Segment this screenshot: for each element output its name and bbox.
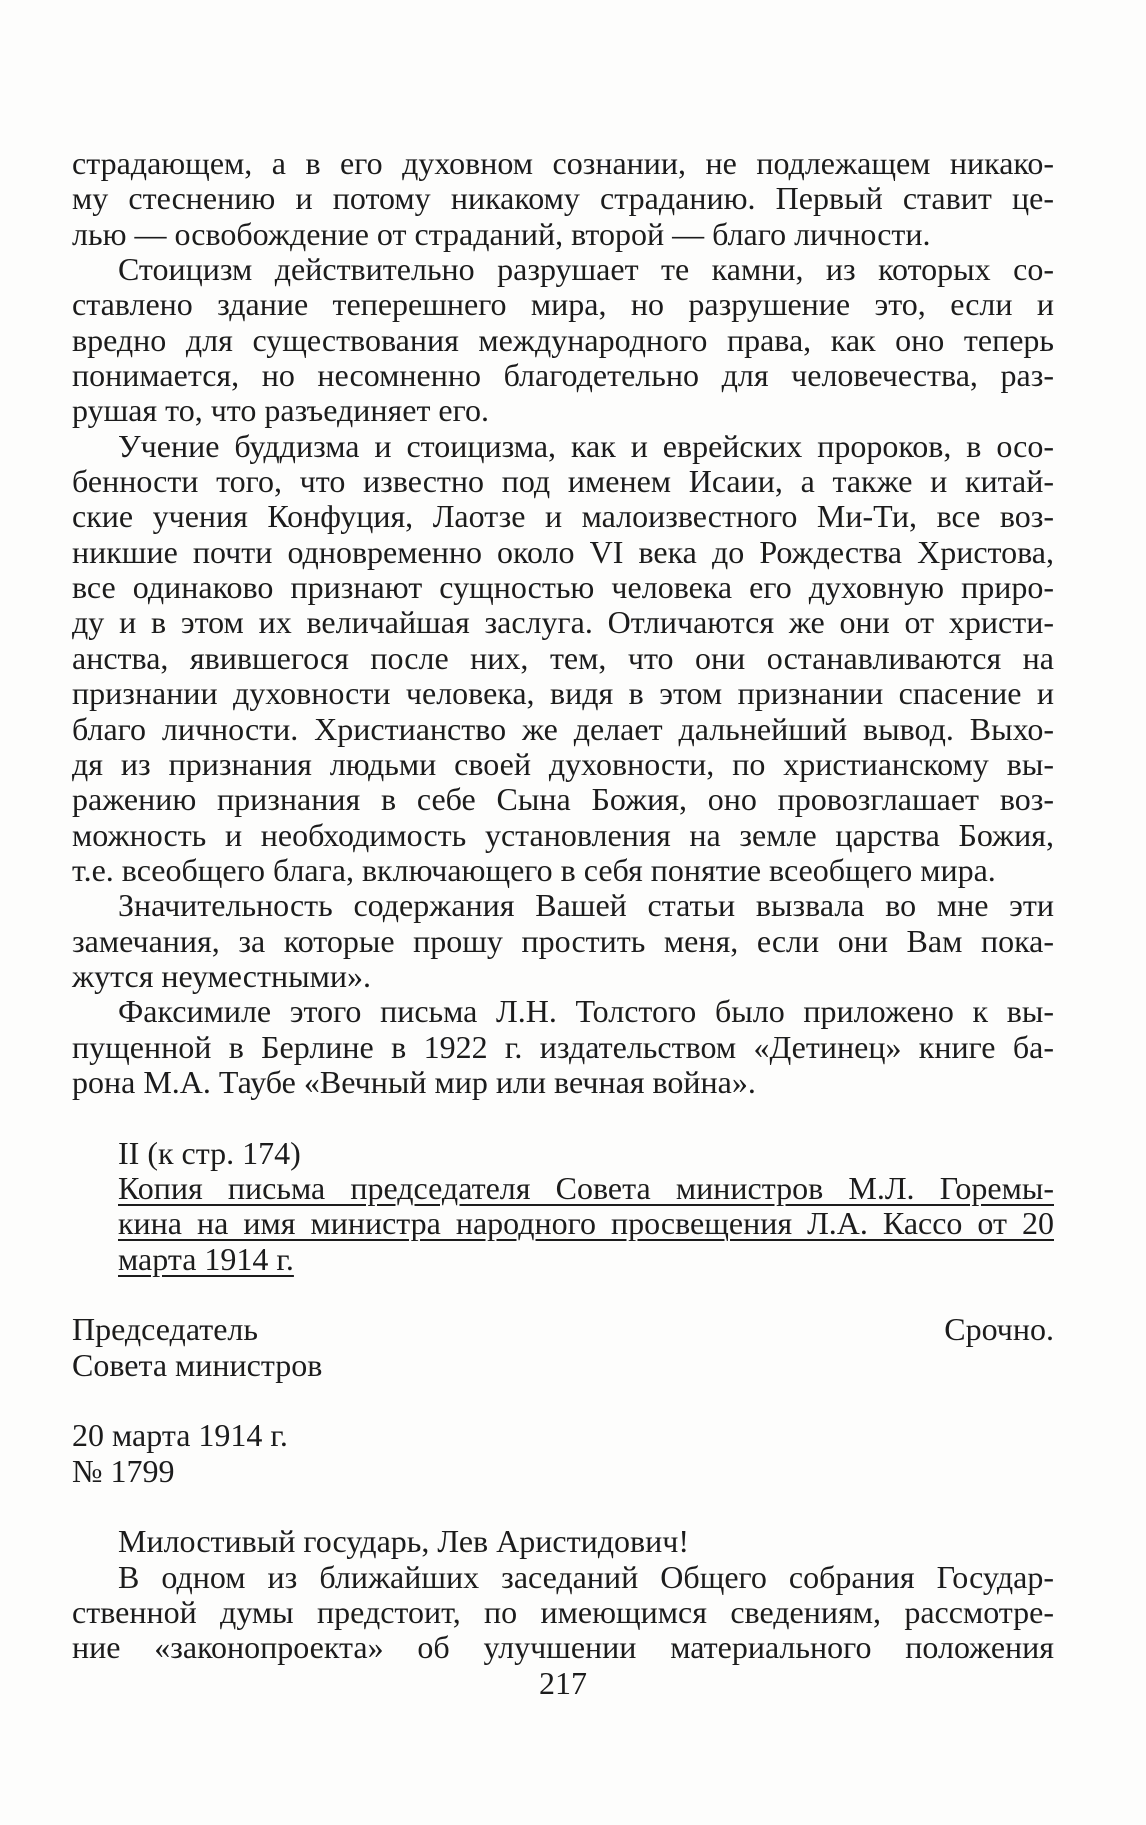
text-line: т.е. всеобщего блага, включающего в себя понятие всеобщего мира. [72, 851, 996, 888]
text-line: дя из признания людьми своей духовности, по христианскому вы- [72, 745, 1054, 782]
text-line: му стеснению и потому никакому страданию. Первый ставит це- [72, 180, 1054, 217]
text-line: благо личности. Христианство же делает дальнейший вывод. Выхо- [72, 710, 1054, 747]
paragraph [72, 994, 1054, 1100]
document-number: № 1799 [72, 1452, 175, 1489]
text-line: все одинаково признают сущностью человека его духовную приро- [72, 569, 1054, 606]
sender-row [72, 1312, 1054, 1347]
text-line: можность и необходимость установления на земле царства Божия, [72, 816, 1054, 853]
appendix-label: II (к стр. 174) [118, 1134, 301, 1171]
text-line: Значительность содержания Вашей статьи вызвала во мне эти [118, 887, 1054, 924]
text-line: Факсимиле этого письма Л.Н. Толстого было приложено к вы- [118, 993, 1054, 1030]
document-sender: Председатель [72, 1311, 258, 1348]
urgency-mark: Срочно. [944, 1311, 1054, 1348]
text-line: признании духовности человека, видя в этом признании спасение и [72, 675, 1054, 712]
blank-line [72, 1100, 1054, 1135]
appendix-section [72, 1136, 1054, 1277]
paragraph [72, 252, 1054, 429]
appendix-title-line: кина на имя министра народного просвещения Л.А. Кассо от 20 [118, 1205, 1054, 1242]
text-line: вредно для существования международного права, как оно теперь [72, 321, 1054, 358]
text-line: замечания, за которые прошу простить меня, если они Вам пока- [72, 922, 1054, 959]
document-date: 20 марта 1914 г. [72, 1417, 288, 1454]
text-line: рушая то, что разъединяет его. [72, 392, 489, 429]
paragraph [72, 888, 1054, 994]
document-sender: Совета министров [72, 1346, 323, 1383]
text-line: никшие почти одновременно около VI века до Рождества Христова, [72, 533, 1054, 570]
appendix-title-text: марта 1914 г. [118, 1240, 294, 1277]
text-line: ственной думы предстоит, по имеющимся сведениям, рассмотре- [72, 1594, 1054, 1631]
text-line: бенности того, что известно под именем Исаии, а также и китай- [72, 463, 1054, 500]
letter-body [72, 1524, 1054, 1665]
blank-line [72, 1489, 1054, 1524]
paragraph [72, 429, 1054, 888]
text-line: ские учения Конфуция, Лаотзе и малоизвестного Ми-Ти, все воз- [72, 498, 1054, 535]
paragraph [72, 146, 1054, 252]
text-line: лью — освобождение от страданий, второй — благо личности. [72, 215, 931, 252]
text-line: ние «законопроекта» об улучшении материального положения [72, 1629, 1054, 1666]
text-column [72, 146, 1054, 1701]
text-line: страдающем, а в его духовном сознании, не подлежащем никако- [72, 145, 1054, 181]
text-line: анства, явившегося после них, тем, что они останавливаются на [72, 639, 1054, 676]
document-meta [72, 1418, 1054, 1489]
text-line: В одном из ближайших заседаний Общего собрания Государ- [118, 1558, 1054, 1595]
page-number: 217 [539, 1664, 587, 1701]
blank-line [72, 1383, 1054, 1418]
text-line: пущенной в Берлине в 1922 г. издательством «Детинец» книге ба- [72, 1028, 1054, 1065]
text-line: рона М.А. Таубе «Вечный мир или вечная война». [72, 1063, 756, 1100]
text-line: понимается, но несомненно благодетельно для человечества, раз- [72, 357, 1054, 394]
text-line: ражению признания в себе Сына Божия, оно провозглашает воз- [72, 781, 1054, 818]
salutation: Милостивый государь, Лев Аристидович! [118, 1523, 689, 1560]
document-header [72, 1312, 1054, 1383]
text-line: Стоицизм действительно разрушает те камни, из которых со- [118, 251, 1054, 288]
text-line: Учение буддизма и стоицизма, как и еврейских пророков, в осо- [118, 427, 1054, 464]
blank-line [72, 1277, 1054, 1312]
appendix-title-line: Копия письма председателя Совета министров М.Л. Горемы- [118, 1169, 1054, 1206]
appendix-title-line [72, 1242, 1054, 1277]
text-line: ду и в этом их величайшая заслуга. Отличаются же они от христи- [72, 604, 1054, 641]
text-line: жутся неуместными». [72, 957, 371, 994]
text-line: ставлено здание теперешнего мира, но разрушение это, если и [72, 286, 1054, 323]
